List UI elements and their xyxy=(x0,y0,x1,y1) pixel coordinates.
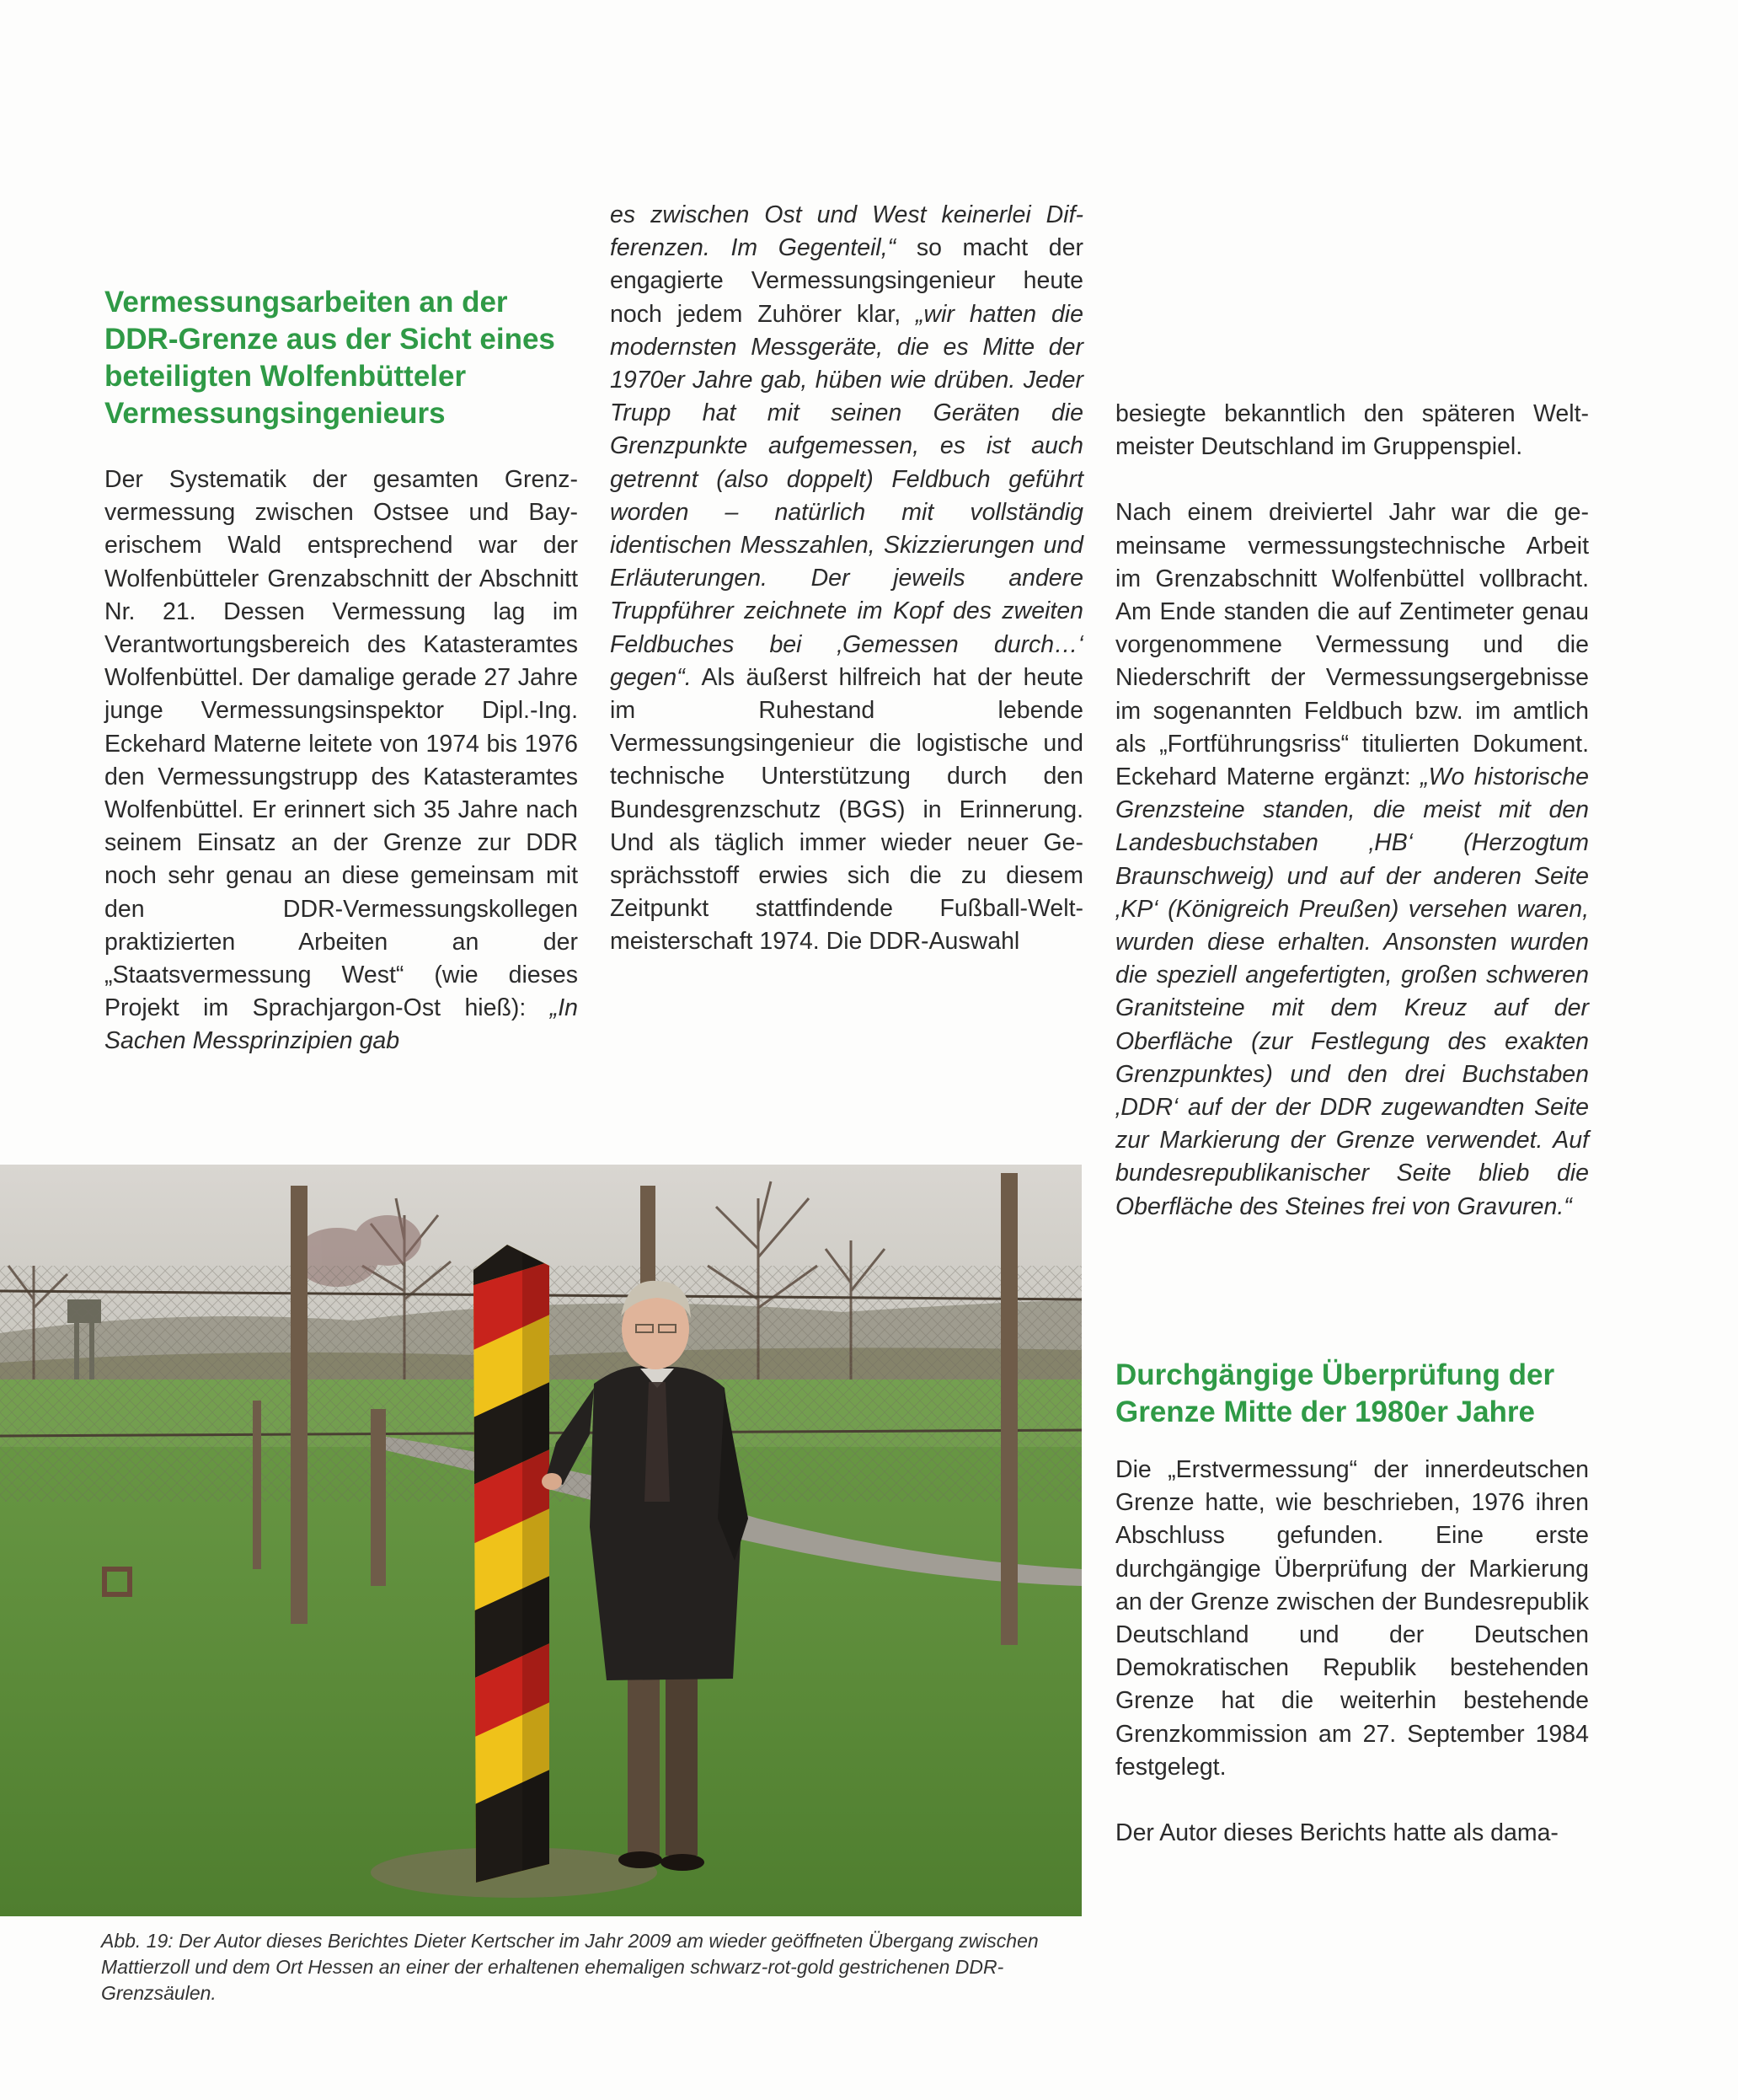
paragraph-left-quote: „In Sachen Messprinzipien gab xyxy=(104,994,578,1055)
column-right-top xyxy=(1115,398,1589,1224)
paragraph-right-4: Der Autor dieses Berichts hatte als dama- xyxy=(1115,1819,1559,1847)
paragraph-middle xyxy=(610,199,1083,959)
paragraph-left-text: Der Systematik der gesamten Grenzvermessung zwischen Ostsee und Bayerischem Wald entsprechend war der Wolfenbütteler Grenzabschnitt der Abschnitt Nr. 21. Dessen Vermessung lag im Verantwortungsbereich des Katasteramtes Wolfenbüttel. Der damalige gerade 27 Jahre junge Vermessungsinspektor Dipl.-Ing. Eckehard Materne leitete von 1974 bis 1976 den Vermessungstrupp des Katasteramtes Wolfenbüttel. Er erinnert sich 35 Jahre nach seinem Einsatz an der Grenze zur DDR noch sehr genau an diese gemeinsam mit den DDR-Vermessungskollegen praktizierten Arbeiten an der „Staatsvermessung West“ (wie dieses Projekt im Sprachjargon-Ost hieß): xyxy=(104,466,578,1022)
paragraph-right-2 xyxy=(1115,496,1589,1223)
middle-quote-2: „wir hatten die modernsten Messgeräte, die es Mitte der 1970er Jahre gab, hüben wie drüben. Jeder Trupp hat mit seinen Geräten die Grenzpunkte aufgemessen, es ist auch getrennt (also doppelt) Feldbuch geführt worden – natürlich mit vollständig identischen Messzahlen, Skizzierungen und Erläuterungen. Der jeweils andere Truppführer zeichnete im Kopf des zweiten Feldbuches bei ‚Gemessen durch…‘ gegen“. xyxy=(610,300,1083,691)
middle-text-2: Als äußerst hilfreich hat der heute im Ruhestand lebende Vermessungsingenieur die logistische und technische Unterstützung durch den Bundesgrenzschutz (BGS) in Erinnerung. Und als täglich immer wieder neuer Gesprächsstoff erwies sich die zu diesem Zeitpunkt stattfindende Fußball-Weltmeisterschaft 1974. Die DDR-Auswahl xyxy=(610,663,1083,956)
paragraph-right-2-quote: „Wo historische Grenzsteine standen, die meist mit den Landesbuchstaben ‚HB‘ (Herzogtum Braunschweig) und auf der anderen Seite ‚KP‘ (Königreich Preußen) versehen waren, wurden diese erhalten. Ansonsten wurden die speziell angefertigten, großen schweren Granitsteine mit dem Kreuz auf der Oberfläche (zur Festlegung des exakten Grenzpunktes) und den drei Buchstaben ‚DDR‘ auf der der DDR zugewandten Seite zur Markierung der Grenze verwendet. Auf bundesrepublikanischer Seite blieb die Oberfläche des Steines frei von Gravuren.“ xyxy=(1115,763,1590,1220)
paragraph-left xyxy=(104,463,578,1058)
column-left xyxy=(104,463,578,1058)
middle-text-1: so macht der engagierte Vermessungsingenieur heute noch jedem Zuhörer klar, xyxy=(610,234,1083,328)
figure-caption: Abb. 19: Der Autor dieses Berichtes Dieter Kertscher im Jahr 2009 am wieder geöffneten Übergang zwischen Mattierzoll und dem Ort Hessen an einer der erhaltenen ehemaligen schwarz-rot-gold gestrichenen DDR-Grenzsäulen. xyxy=(101,1930,1039,2004)
figure-photo xyxy=(0,1165,1082,1916)
column-right-bottom xyxy=(1115,1454,1589,1850)
paragraph-right-1: besiegte bekanntlich den späteren Weltmeister Deutschland im Gruppenspiel. xyxy=(1115,400,1589,461)
heading-left: Vermessungsarbeiten an der DDR-Grenze aus der Sicht eines beteiligten Wolfenbütteler Vermessungsingenieurs xyxy=(104,286,555,430)
column-middle xyxy=(610,199,1083,959)
paragraph-right-2-text: Nach einem dreiviertel Jahr war die gemeinsame vermessungstechnische Arbeit im Grenzabschnitt Wolfenbüttel vollbracht. Am Ende standen die auf Zentimeter genau vorgenommene Vermessung und die Niederschrift der Vermessungsergebnisse im sogenannten Feldbuch bzw. im amtlich als „Fortführungsriss“ titulierten Dokument. Eckehard Materne ergänzt: xyxy=(1115,499,1589,791)
paragraph-right-3: Die „Erstvermessung“ der innerdeutschen Grenze hatte, wie beschrieben, 1976 ihren Abschluss gefunden. Eine erste durchgängige Überprüfung der Markierung an der Grenze zwischen der Bundesrepublik Deutschland und der Deutschen Demokratischen Republik bestehenden Grenze hat die weiterhin bestehende Grenzkommission am 27. September 1984 festgelegt. xyxy=(1115,1456,1589,1781)
middle-quote-1: es zwischen Ost und West keinerlei Differenzen. Im Gegenteil,“ xyxy=(610,201,1083,262)
heading-right: Durchgängige Überprüfung der Grenze Mitte der 1980er Jahre xyxy=(1115,1358,1555,1428)
border-post-photo xyxy=(0,1165,1082,1916)
